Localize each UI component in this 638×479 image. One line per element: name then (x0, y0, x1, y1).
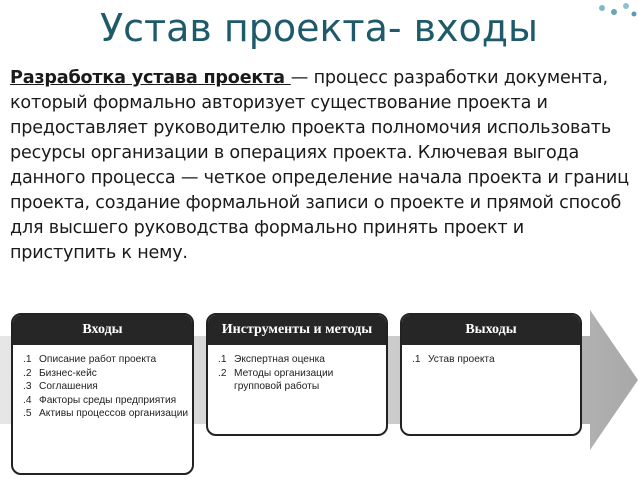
tools-header: Инструменты и методы (208, 315, 386, 345)
list-item: .1 Устав проекта (412, 354, 495, 365)
inputs-box (11, 313, 194, 475)
list-item: .5 Активы процессов организации (23, 408, 189, 419)
list-item: .1 Экспертная оценка (218, 354, 325, 365)
definition-term: Разработка устава проекта (10, 68, 291, 88)
outputs-list (402, 345, 580, 366)
tools-list (208, 345, 386, 393)
list-item: .2 Бизнес-кейс (23, 367, 97, 379)
outputs-header: Выходы (402, 315, 580, 345)
definition-paragraph (10, 66, 632, 266)
list-item: .1 Описание работ проекта (23, 354, 157, 365)
slide-title: Устав проекта- входы (99, 6, 539, 50)
list-item: .4 Факторы среды предприятия (23, 394, 177, 406)
inputs-header: Входы (13, 315, 192, 345)
definition-text: — процесс разработки документа, который формально авторизует существование проекта и предоставляет руководителю проекта полномочия использовать ресурсы организации в операциях проекта. Ключевая выгода данного процесса — четкое определение начала проекта и границ проекта, создание формальной записи о проекте и прямой способ для высшего руководства формально принять проект и приступить к нему. (10, 68, 629, 263)
list-item: .3 Соглашения (23, 381, 98, 392)
tools-box (206, 313, 388, 436)
inputs-list (13, 345, 192, 420)
list-item: .2 Методы организации групповой работы (218, 367, 334, 392)
outputs-box (400, 313, 582, 436)
